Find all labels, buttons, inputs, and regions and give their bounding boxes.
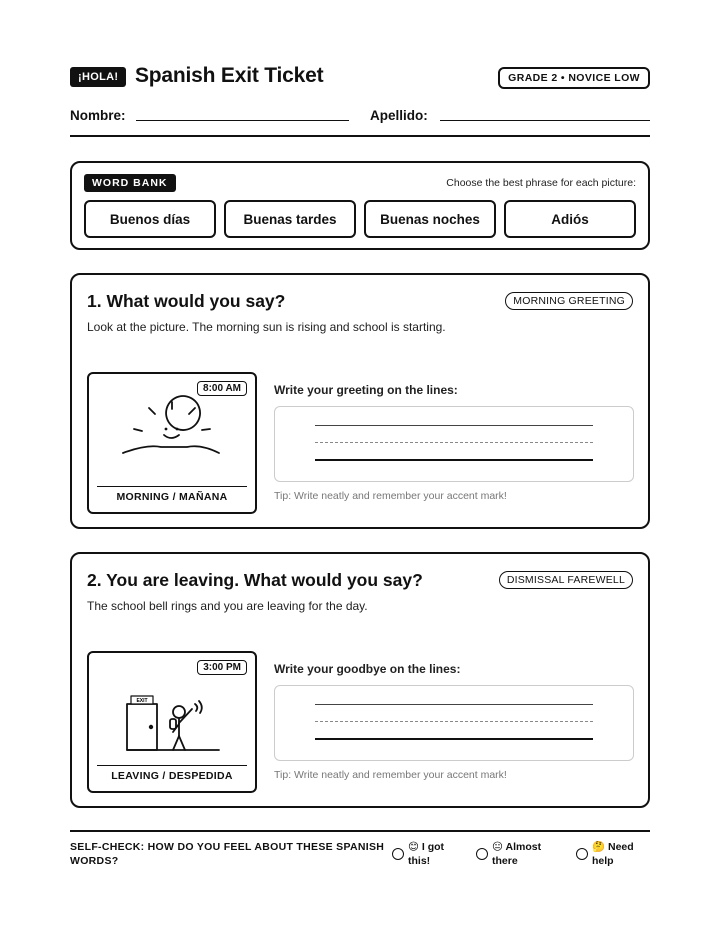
name-fields bbox=[70, 106, 650, 126]
picture-caption: MORNING / MAÑANA bbox=[97, 486, 247, 503]
sunrise-icon bbox=[89, 374, 255, 484]
handwriting-mid-line bbox=[315, 721, 593, 722]
neutral-emoji-icon: 😐 bbox=[492, 841, 503, 853]
option-label: there bbox=[492, 855, 518, 867]
thinking-emoji-icon: 🤔 bbox=[592, 841, 606, 853]
write-instruction: Write your goodbye on the lines: bbox=[274, 662, 461, 676]
tip-text: Tip: Write neatly and remember your accent mark! bbox=[274, 769, 507, 781]
worksheet-header bbox=[70, 64, 650, 92]
phrase-chip-buenas-tardes[interactable]: Buenas tardes bbox=[224, 200, 356, 238]
handwriting-base-line bbox=[315, 459, 593, 461]
time-label: 8:00 AM bbox=[197, 381, 247, 396]
write-instruction: Write your greeting on the lines: bbox=[274, 383, 458, 397]
first-name-line[interactable] bbox=[136, 120, 349, 121]
question-badge: DISMISSAL FAREWELL bbox=[499, 571, 633, 589]
header-divider bbox=[70, 135, 650, 137]
word-bank-chips bbox=[84, 200, 636, 238]
last-name-label: Apellido: bbox=[370, 108, 428, 123]
handwriting-box[interactable] bbox=[274, 406, 634, 482]
question-title: 1. What would you say? bbox=[87, 291, 286, 311]
picture-frame bbox=[87, 372, 257, 514]
page-title: Spanish Exit Ticket bbox=[135, 64, 324, 87]
grade-badge: GRADE 2 • NOVICE LOW bbox=[498, 67, 650, 89]
radio-circle[interactable] bbox=[476, 848, 488, 860]
tip-text: Tip: Write neatly and remember your accent mark! bbox=[274, 490, 507, 502]
radio-circle[interactable] bbox=[576, 848, 588, 860]
question-title: 2. You are leaving. What would you say? bbox=[87, 570, 423, 590]
option-label: Need bbox=[608, 841, 634, 853]
phrase-chip-buenos-dias[interactable]: Buenos días bbox=[84, 200, 216, 238]
question-card-1 bbox=[70, 273, 650, 529]
handwriting-base-line bbox=[315, 738, 593, 740]
first-name-label: Nombre: bbox=[70, 108, 126, 123]
footer-divider bbox=[70, 830, 650, 832]
time-label: 3:00 PM bbox=[197, 660, 247, 675]
self-check-label: SELF-CHECK: HOW DO YOU FEEL ABOUT THESE SPANISH WORDS? bbox=[70, 841, 385, 867]
option-label: I got bbox=[421, 841, 445, 853]
handwriting-top-line bbox=[315, 704, 593, 705]
smile-emoji-icon: 😊 bbox=[408, 841, 419, 853]
word-bank-instruction: Choose the best phrase for each picture: bbox=[446, 177, 636, 189]
question-subtitle: The school bell rings and you are leaving for the day. bbox=[87, 599, 368, 613]
phrase-chip-adios[interactable]: Adiós bbox=[504, 200, 636, 238]
option-label: this! bbox=[408, 855, 431, 867]
question-subtitle: Look at the picture. The morning sun is rising and school is starting. bbox=[87, 320, 446, 334]
last-name-line[interactable] bbox=[440, 120, 650, 121]
question-card-2 bbox=[70, 552, 650, 808]
option-label: Almost bbox=[505, 841, 542, 853]
self-check bbox=[70, 840, 650, 870]
phrase-chip-buenas-noches[interactable]: Buenas noches bbox=[364, 200, 496, 238]
waving-at-exit-icon bbox=[89, 653, 255, 763]
radio-circle[interactable] bbox=[392, 848, 404, 860]
option-label: help bbox=[592, 855, 614, 867]
word-bank bbox=[70, 161, 650, 250]
exit-sign: EXIT bbox=[136, 698, 148, 704]
question-badge: MORNING GREETING bbox=[505, 292, 633, 310]
hola-badge: ¡HOLA! bbox=[70, 67, 126, 87]
handwriting-mid-line bbox=[315, 442, 593, 443]
picture-caption: LEAVING / DESPEDIDA bbox=[97, 765, 247, 782]
handwriting-box[interactable] bbox=[274, 685, 634, 761]
handwriting-top-line bbox=[315, 425, 593, 426]
word-bank-tag: WORD BANK bbox=[84, 174, 176, 192]
picture-frame bbox=[87, 651, 257, 793]
